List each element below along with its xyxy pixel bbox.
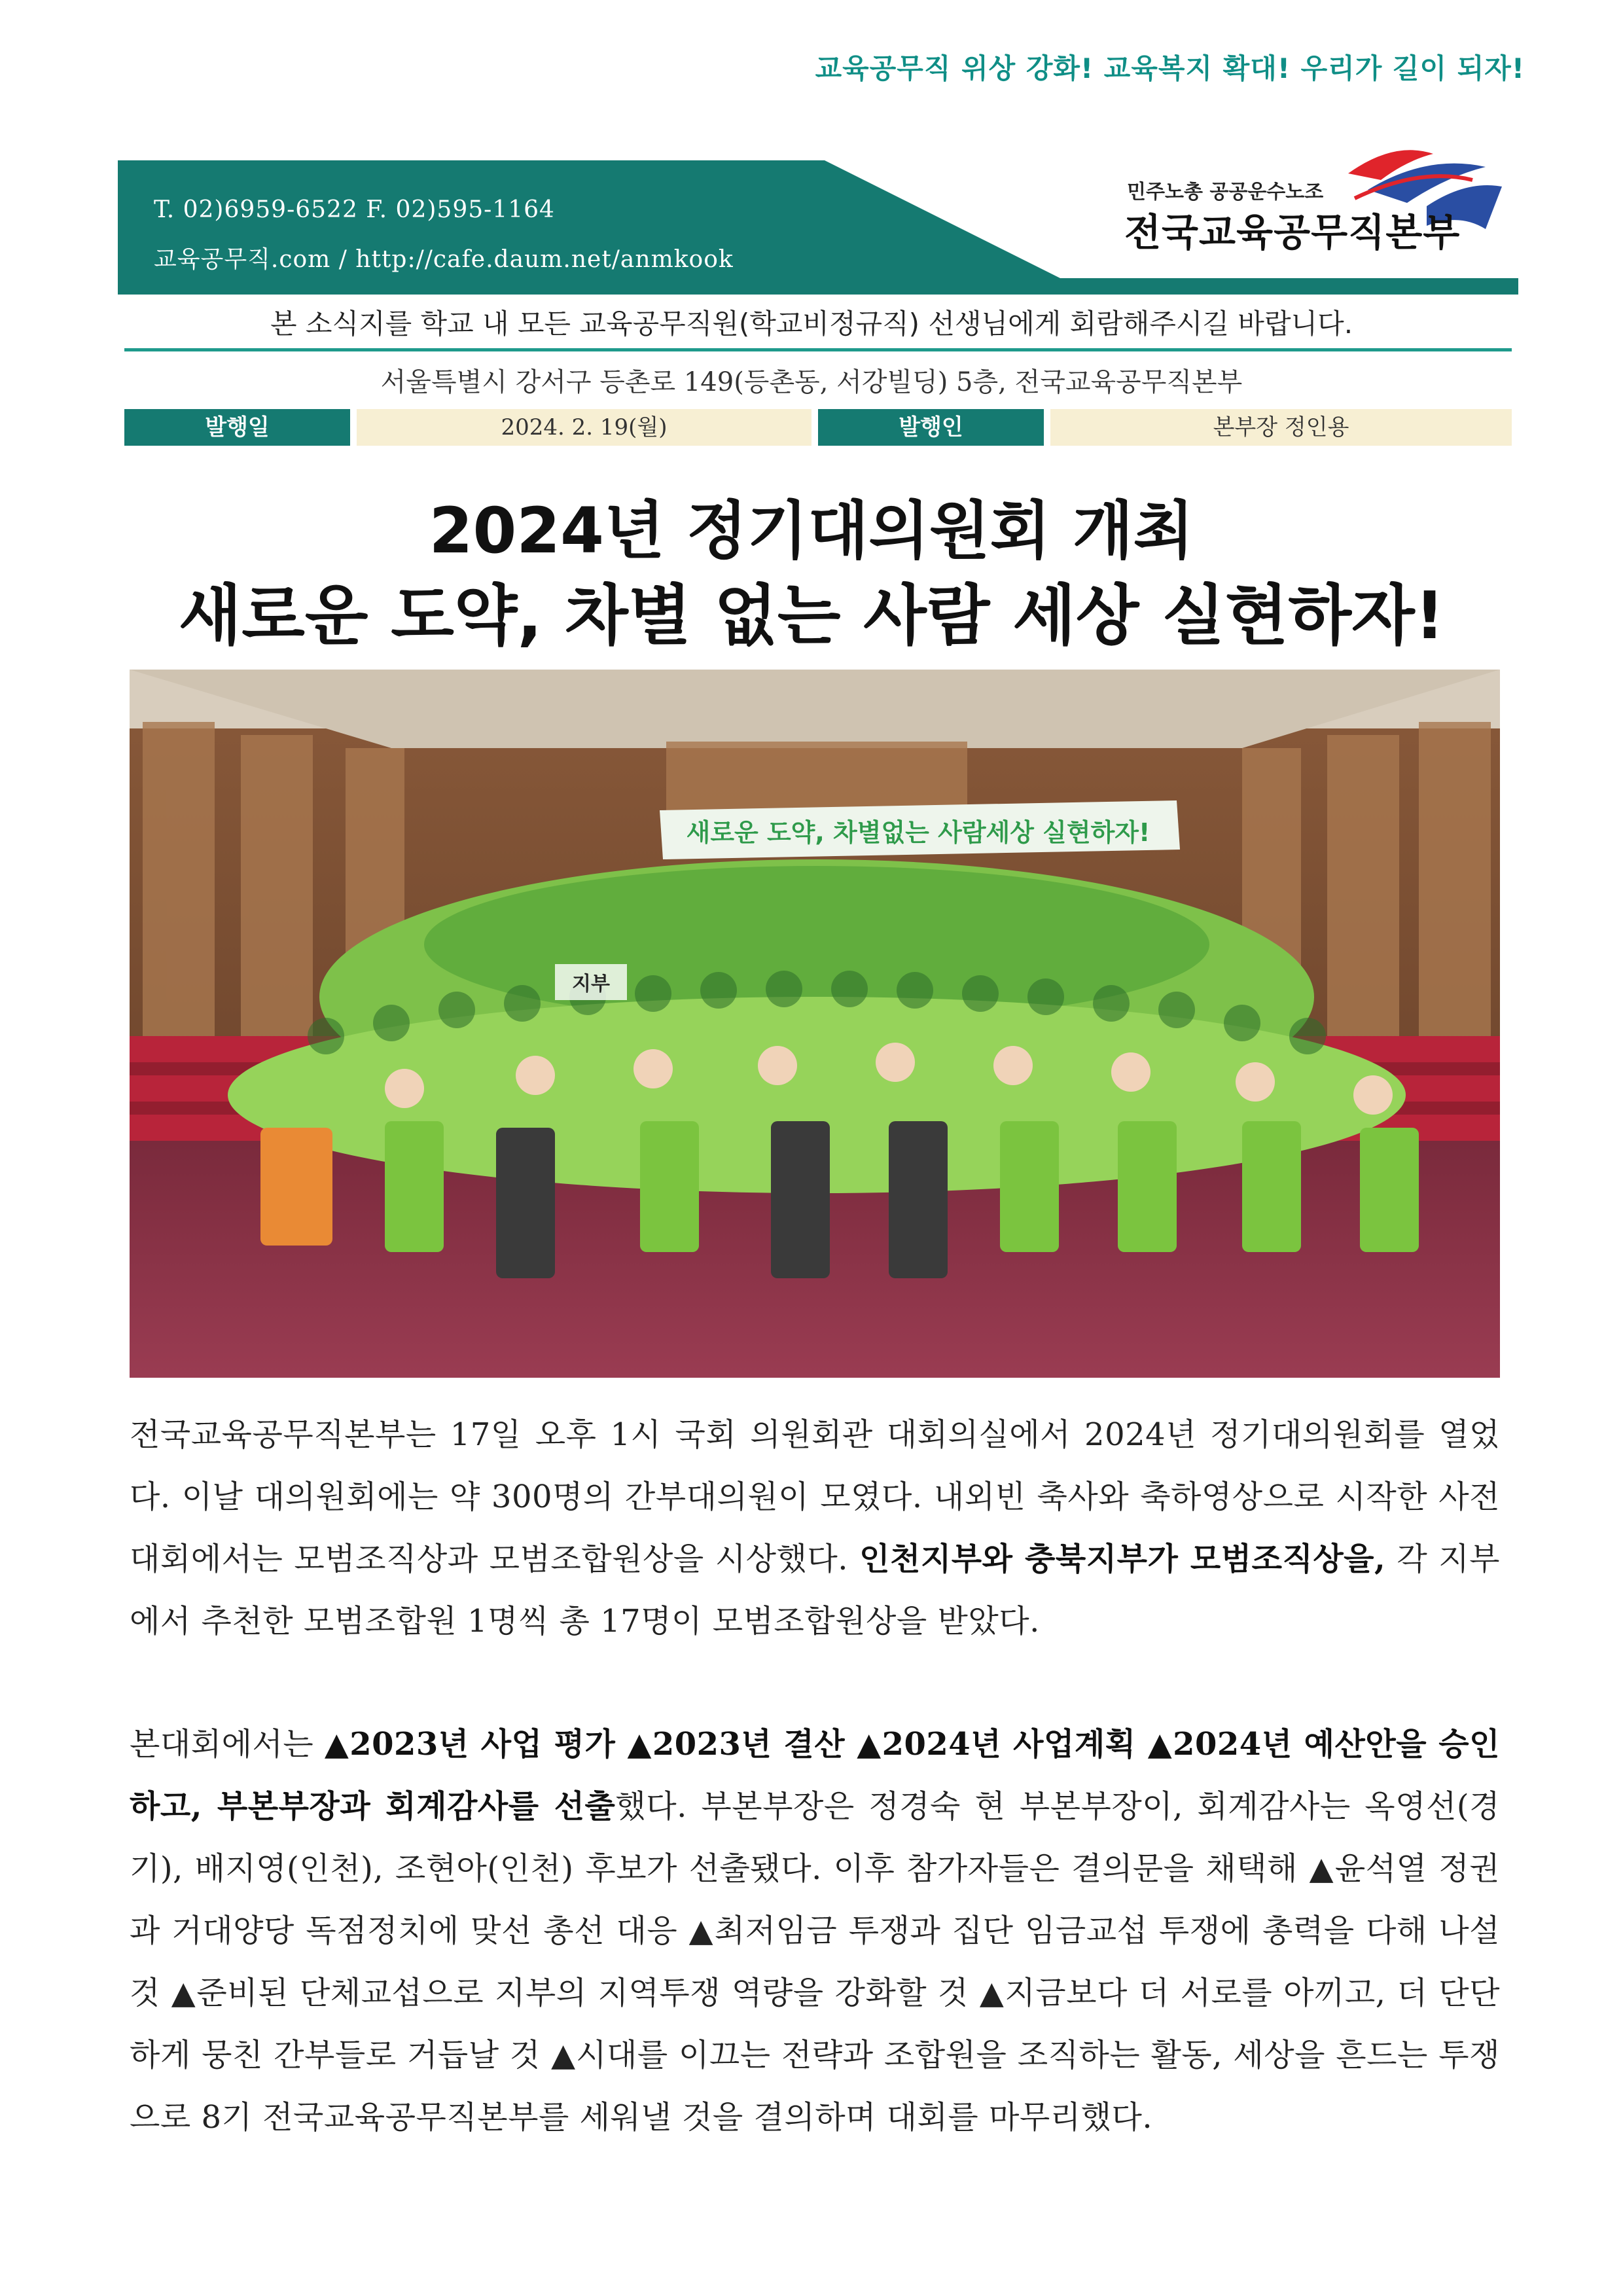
headline-line-1: 2024년 정기대의원회 개최 [429, 494, 1194, 567]
publisher-label: 발행인 [818, 409, 1044, 446]
event-photo [130, 670, 1500, 1378]
p1-text-a: 전국교육공무직본부는 17일 오후 1시 국회 의원회관 대회의실에서 2024년 정기대의원회를 열었다. 이날 대의원회에는 약 300명의 간부대의원이 모였다. 내외빈 축사와 축하영상으로 시작한 사전대회에서는 모범조직상과 모범조합원상을 시상했다. [130, 1416, 1500, 1577]
sign-text: 지부 [572, 973, 610, 996]
publication-info [124, 409, 1512, 446]
logo-subtitle: 민주노총 공공운수노조 [1127, 181, 1324, 204]
p2-bold: ▲2023년 사업 평가 ▲2023년 결산 ▲2024년 사업계획 ▲2024년 예산안을 승인하고, 부본부장과 회계감사를 선출 [130, 1726, 1501, 1825]
phone-fax: T. 02)6959-6522 F. 02)595-1164 [154, 196, 555, 223]
auditorium-photo [130, 670, 1500, 1378]
header-slogan: 교육공무직 위상 강화! 교육복지 확대! 우리가 길이 되자! [815, 52, 1525, 84]
date-label: 발행일 [124, 409, 350, 446]
banner [660, 800, 1180, 859]
date-value: 2024. 2. 19(월) [357, 409, 812, 446]
p2-text-a: 본대회에서는 [130, 1726, 325, 1763]
p1-bold: 인천지부와 충북지부가 모범조직상을, [859, 1541, 1386, 1577]
body-paragraph-1 [130, 1404, 1500, 1653]
address: 서울특별시 강서구 등촌로 149(등촌동, 서강빌딩) 5층, 전국교육공무직본부 [380, 367, 1243, 397]
circulation-notice: 본 소식지를 학교 내 모든 교육공무직원(학교비정규직) 선생님에게 회람해주시길 바랍니다. [270, 308, 1353, 340]
divider [124, 348, 1512, 351]
headline-line-2: 새로운 도약, 차별 없는 사람 세상 실현하자! [178, 577, 1445, 654]
p1-text-c: 각 지부에서 추천한 모범조합원 1명씩 총 17명이 모범조합원상을 받았다. [130, 1541, 1500, 1640]
banner-text: 새로운 도약, 차별없는 사람세상 실현하자! [686, 818, 1150, 847]
p2-text-c: 했다. 부본부장은 정경숙 현 부본부장이, 회계감사는 옥영선(경기), 배지영(인천), 조현아(인천) 후보가 선출됐다. 이후 참가자들은 결의문을 채택해 ▲윤석열 정권과 거대양당 독점정치에 맞선 총선 대응 ▲최저임금 투쟁과 집단 임금교섭 투쟁에 총력을 다해 나설 것 ▲준비된 단체교섭으로 지부의 지역투쟁 역량을 강화할 것 ▲지금보다 더 서로를 아끼고, 더 단단하게 뭉친 간부들로 거듭날 것 ▲시대를 이끄는 전략과 조합원을 조직하는 활동, 세상을 흔드는 투쟁으로 8기 전국교육공무직본부를 세워낼 것을 결의하며 대회를 마무리했다. [130, 1788, 1501, 2136]
logo-title: 전국교육공무직본부 [1124, 210, 1461, 255]
web-address: 교육공무직.com / http://cafe.daum.net/anmkook [154, 246, 734, 273]
publisher-value: 본부장 정인용 [1050, 409, 1512, 446]
body-paragraph-2 [130, 1713, 1500, 2149]
